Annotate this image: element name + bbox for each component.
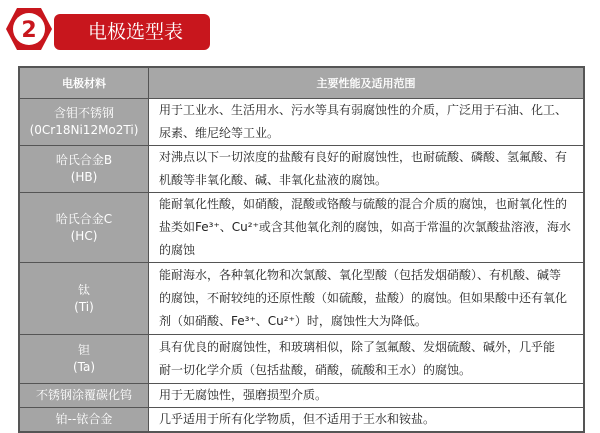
material-name: (HC) — [70, 228, 98, 243]
material-name: 钛 — [77, 282, 90, 297]
description-line: 对沸点以下一切浓度的盐酸有良好的耐腐蚀性，也耐硫酸、磷酸、氢氟酸、有 — [159, 150, 568, 164]
description-line: 用于无腐蚀性，强磨损型介质。 — [159, 388, 328, 402]
description-line: 的腐蚀 — [159, 243, 196, 257]
material-name: (Ti) — [74, 299, 94, 314]
badge-number: 2 — [21, 18, 37, 43]
material-cell — [19, 263, 149, 335]
description-line: 机酸等非氧化酸、碱、非氧化盐液的腐蚀。 — [159, 173, 388, 187]
material-name: 铂--铱合金 — [55, 412, 113, 426]
material-cell — [19, 384, 149, 408]
material-cell — [19, 408, 149, 433]
material-name: 哈氏合金C — [55, 211, 113, 226]
description-line: 具有优良的耐腐蚀性，和玻璃相似，除了氢氟酸、发烟硫酸、碱外，几乎能 — [159, 340, 556, 354]
description-line: 能耐海水，各种氧化物和次氯酸、氧化型酸（包括发烟硝酸）、有机酸、碱等 — [159, 268, 562, 282]
header-material: 电极材料 — [19, 67, 149, 99]
hexagon-number-badge — [6, 7, 52, 51]
material-cell — [19, 99, 149, 146]
material-name: 含钼不锈钢 — [53, 106, 114, 120]
table-header-row — [19, 67, 584, 99]
description-line: 耐一切化学介质（包括盐酸，硝酸，硫酸和王水）的腐蚀。 — [159, 363, 472, 377]
table-row — [19, 263, 584, 335]
material-name: 钽 — [77, 343, 90, 357]
description-cell — [149, 408, 585, 433]
description-cell — [149, 99, 585, 146]
material-name: (HB) — [70, 170, 98, 184]
description-cell — [149, 146, 585, 193]
table-row — [19, 384, 584, 408]
header-description: 主要性能及适用范围 — [149, 67, 585, 99]
description-line: 剂（如硝酸、Fe³⁺、Cu²⁺）时，腐蚀性大为降低。 — [159, 314, 427, 328]
table-row — [19, 335, 584, 384]
description-line: 能耐氧化性酸，如硝酸，混酸或铬酸与硫酸的混合介质的腐蚀，也耐氧化性的 — [159, 197, 568, 211]
table-row — [19, 408, 584, 433]
material-name: 不锈钢涂覆碳化钨 — [35, 388, 132, 402]
table-row — [19, 193, 584, 263]
electrode-selection-table — [18, 66, 585, 433]
table-row — [19, 146, 584, 193]
description-cell — [149, 335, 585, 384]
description-line: 尿素、维尼纶等工业。 — [159, 126, 280, 140]
section-title: 电极选型表 — [54, 14, 210, 50]
material-name: 哈氏合金B — [55, 153, 113, 167]
material-name: (0Cr18Ni12Mo2Ti) — [29, 123, 139, 137]
description-line: 盐类如Fe³⁺、Cu²⁺或含其他氧化剂的腐蚀，如高于常温的次氯酸盐溶液，海水 — [159, 220, 571, 234]
material-cell — [19, 335, 149, 384]
description-line: 的腐蚀，不耐较纯的还原性酸（如硫酸，盐酸）的腐蚀。但如果酸中还有氧化 — [159, 291, 568, 305]
description-line: 用于工业水、生活用水、污水等具有弱腐蚀性的介质，广泛用于石油、化工、 — [159, 103, 568, 117]
description-cell — [149, 384, 585, 408]
description-line: 几乎适用于所有化学物质，但不适用于王水和铵盐。 — [159, 412, 436, 426]
description-cell — [149, 193, 585, 263]
description-cell — [149, 263, 585, 335]
material-name: (Ta) — [72, 360, 96, 374]
material-cell — [19, 146, 149, 193]
table-row — [19, 99, 584, 146]
material-cell — [19, 193, 149, 263]
